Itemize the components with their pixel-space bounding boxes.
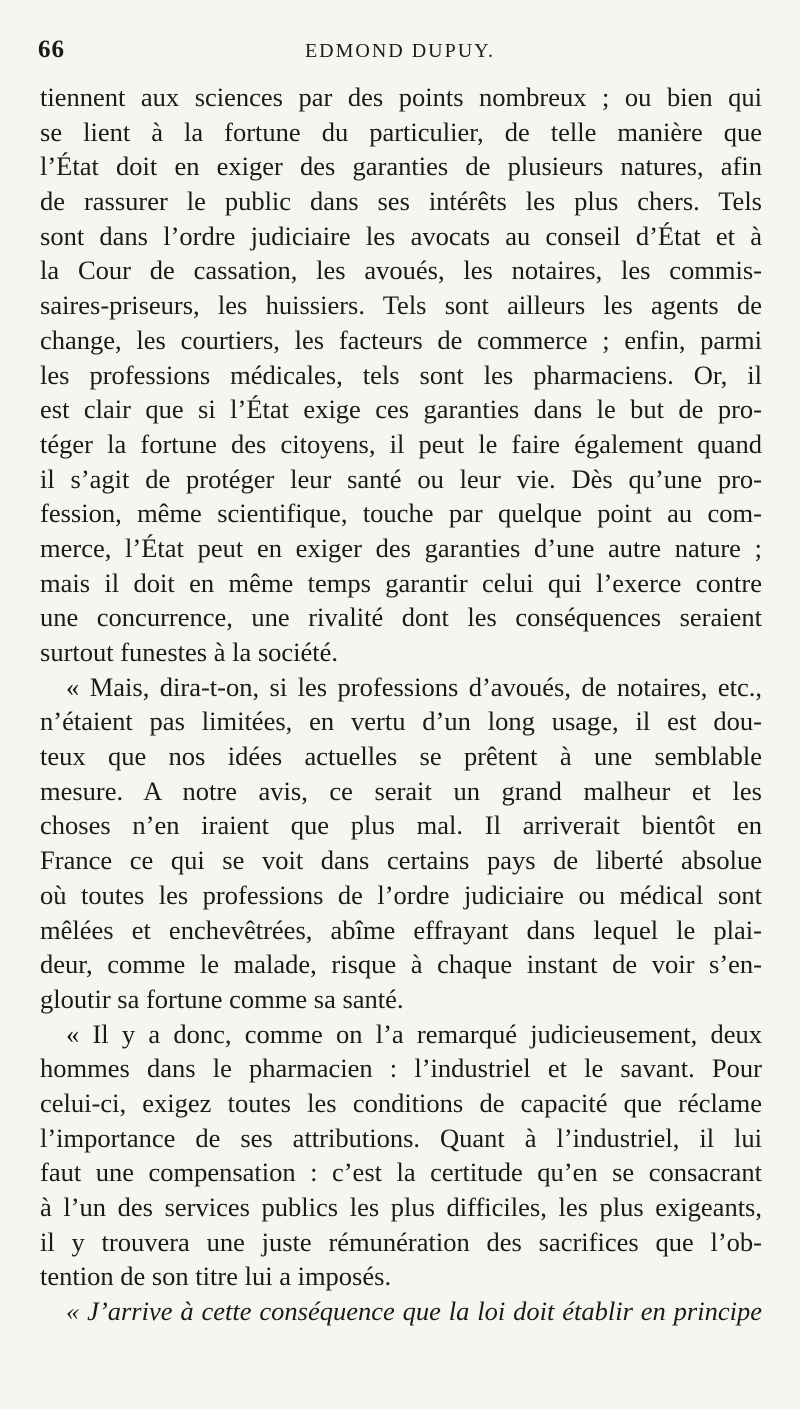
text-line: une concurrence, une rivalité dont les conséquences seraient [40, 602, 762, 633]
text-line: l’État doit en exiger des garanties de plusieurs natures, afin [40, 151, 762, 182]
text-line: mesure. A notre avis, ce serait un grand malheur et les [40, 775, 762, 806]
text-line: mais il doit en même temps garantir celui qui l’exerce contre [40, 567, 762, 598]
text-line: « Mais, dira-t-on, si les professions d’avoués, de notaires, etc., [66, 671, 762, 702]
text-line: la Cour de cassation, les avoués, les notaires, les commis- [40, 255, 762, 286]
text-line: tiennent aux sciences par des points nombreux ; ou bien qui [40, 82, 762, 112]
text-line: « Il y a donc, comme on l’a remarqué judicieusement, deux [66, 1018, 762, 1049]
text-line: faut une compensation : c’est la certitude qu’en se consacrant [40, 1157, 762, 1188]
text-line: deur, comme le malade, risque à chaque instant de voir s’en- [40, 949, 762, 980]
text-line: téger la fortune des citoyens, il peut le faire également quand [40, 428, 762, 459]
text-line: mêlées et enchevêtrées, abîme effrayant dans lequel le plai- [40, 914, 762, 945]
text-line: France ce qui se voit dans certains pays de liberté absolue [40, 845, 762, 876]
text-line: les professions médicales, tels sont les pharmaciens. Or, il [40, 359, 762, 390]
running-head: EDMOND DUPUY. [304, 40, 496, 62]
text-line: saires-priseurs, les huissiers. Tels sont ailleurs les agents de [40, 290, 762, 321]
text-line: est clair que si l’État exige ces garanties dans le but de pro- [40, 394, 762, 425]
text-line: de rassurer le public dans ses intérêts les plus chers. Tels [40, 186, 762, 217]
text-line: « J’arrive à cette conséquence que la loi doit établir en principe [66, 1296, 762, 1327]
text-line: teux que nos idées actuelles se prêtent à une semblable [40, 741, 762, 772]
text-line: tention de son titre lui a imposés. [40, 1261, 392, 1292]
text-line: sont dans l’ordre judiciaire les avocats au conseil d’État et à [40, 220, 762, 251]
text-line: change, les courtiers, les facteurs de commerce ; enfin, parmi [40, 324, 762, 355]
text-line: choses n’en iraient que plus mal. Il arriverait bientôt en [40, 810, 762, 841]
body-text [40, 80, 762, 1329]
page-number: 66 [38, 36, 65, 63]
text-line: se lient à la fortune du particulier, de telle manière que [40, 116, 762, 147]
text-line: fession, même scientifique, touche par quelque point au com- [40, 498, 762, 529]
text-line: n’étaient pas limitées, en vertu d’un long usage, il est dou- [40, 706, 762, 737]
text-line: surtout funestes à la société. [40, 637, 339, 667]
text-line: celui-ci, exigez toutes les conditions de capacité que réclame [40, 1087, 762, 1118]
text-line: où toutes les professions de l’ordre judiciaire ou médical sont [40, 879, 762, 910]
text-line: merce, l’État peut en exiger des garanties d’une autre nature ; [40, 532, 762, 563]
text-line: gloutir sa fortune comme sa santé. [40, 983, 404, 1014]
text-line: à l’un des services publics les plus difficiles, les plus exigeants, [40, 1192, 762, 1222]
text-line: l’importance de ses attributions. Quant à l’industriel, il lui [40, 1122, 762, 1153]
text-line: hommes dans le pharmacien : l’industriel et le savant. Pour [40, 1053, 762, 1084]
text-line: il s’agit de protéger leur santé ou leur vie. Dès qu’une pro- [40, 463, 762, 494]
text-line: il y trouvera une juste rémunération des sacrifices que l’ob- [40, 1226, 762, 1257]
